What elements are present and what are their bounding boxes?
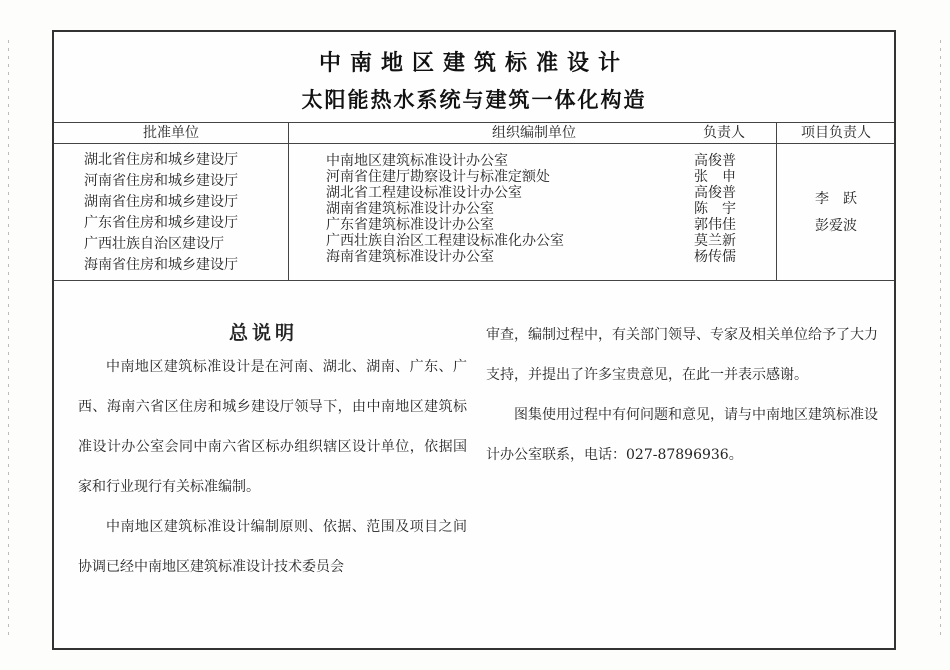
document-frame: [52, 30, 896, 650]
header-project-leader: 项目负责人: [801, 125, 871, 141]
table-header-rule: [54, 143, 894, 144]
header-responsible-person: 负责人: [703, 125, 745, 141]
notes-paragraph: 中南地区建筑标准设计是在河南、湖北、湖南、广东、广西、海南六省区住房和城乡建设厅领导下，由中南地区建筑标准设计办公室会同中南六省区标办组织辖区设计单位，依据国家和行业现行有关标准编制。: [78, 359, 467, 495]
notes-paragraph: 中南地区建筑标准设计编制原则、依据、范围及项目之间协调已经中南地区建筑标准设计技术委员会: [78, 519, 467, 575]
responsible-person-list: [694, 153, 764, 265]
header-approval-unit: 批准单位: [143, 125, 199, 141]
notes-right-column: [486, 315, 878, 475]
list-item: 广西壮族自治区工程建设标准化办公室: [326, 233, 564, 249]
list-item: 陈 宇: [694, 201, 736, 217]
list-item: 彭爱波: [815, 218, 857, 234]
list-item: 高俊普: [694, 185, 736, 201]
organizer-unit-list: [326, 153, 686, 265]
list-item: 海南省住房和城乡建设厅: [84, 257, 238, 273]
right-binding-marks: [940, 40, 941, 640]
list-item: 河南省住建厅勘察设计与标准定额处: [326, 169, 550, 185]
notes-paragraph: 审查，编制过程中，有关部门领导、专家及相关单位给予了大力支持，并提出了许多宝贵意见，在此一并表示感谢。: [486, 327, 878, 383]
header-organizer-unit: 组织编制单位: [492, 125, 576, 141]
list-item: 张 申: [694, 169, 736, 185]
list-item: 莫兰新: [694, 233, 736, 249]
document-header: [54, 32, 894, 122]
notes-left-column: [78, 347, 467, 587]
list-item: 河南省住房和城乡建设厅: [84, 173, 238, 189]
list-item: 湖北省住房和城乡建设厅: [84, 152, 238, 168]
series-title: 中南地区建筑标准设计: [318, 51, 629, 76]
list-item: 郭伟佳: [694, 217, 736, 233]
list-item: 湖南省住房和城乡建设厅: [84, 194, 238, 210]
list-item: 高俊普: [694, 153, 736, 169]
approval-unit-list: [84, 150, 284, 276]
notes-title: 总说明: [229, 322, 299, 344]
list-item: 广西壮族自治区建设厅: [84, 236, 224, 252]
list-item: 中南地区建筑标准设计办公室: [326, 153, 508, 169]
list-item: 杨传儒: [694, 249, 736, 265]
project-leader-list: [776, 186, 896, 240]
list-item: 湖北省工程建设标准设计办公室: [326, 185, 522, 201]
table-divider-1: [288, 122, 289, 280]
list-item: 广东省住房和城乡建设厅: [84, 215, 238, 231]
atlas-title: 太阳能热水系统与建筑一体化构造: [301, 88, 647, 112]
table-bottom-rule: [54, 280, 894, 281]
left-binding-marks: [8, 40, 9, 640]
notes-paragraph: 图集使用过程中有何问题和意见，请与中南地区建筑标准设计办公室联系，电话：027-87896936。: [486, 407, 878, 463]
list-item: 李 跃: [815, 191, 857, 207]
list-item: 湖南省建筑标准设计办公室: [326, 201, 494, 217]
list-item: 广东省建筑标准设计办公室: [326, 217, 494, 233]
list-item: 海南省建筑标准设计办公室: [326, 249, 494, 265]
